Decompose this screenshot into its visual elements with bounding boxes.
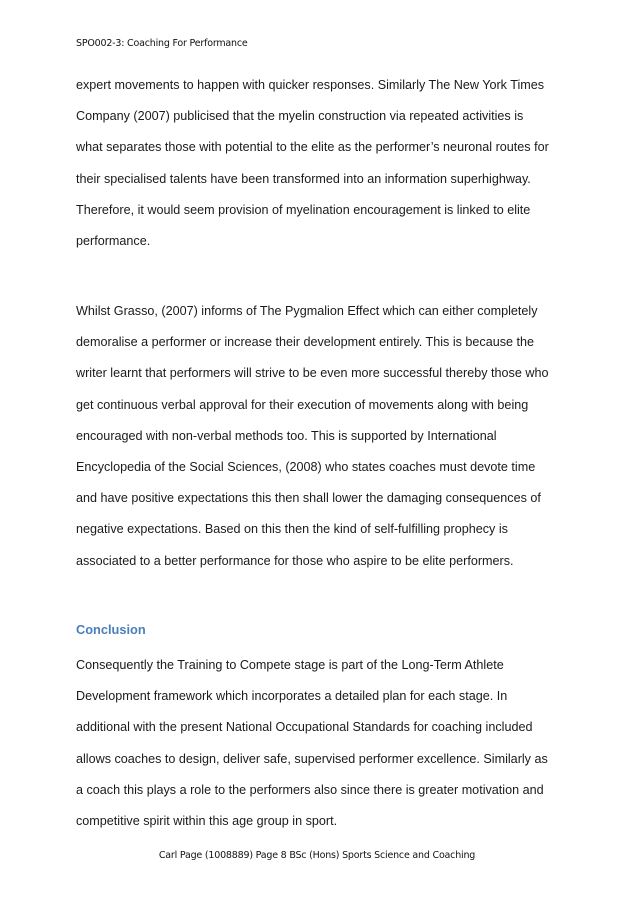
text-line: negative expectations. Based on this then the kind of self-fulfilling prophecy is [76, 522, 508, 537]
text-line: expert movements to happen with quicker responses. Similarly The New York Times [76, 78, 545, 92]
text-line: additional with the present National Occupational Standards for coaching included [76, 720, 533, 735]
page-footer [0, 850, 638, 861]
conclusion-heading: Conclusion [76, 622, 146, 637]
paragraph-myelination [76, 70, 566, 257]
text-line: competitive spirit within this age group in sport. [76, 813, 338, 828]
text-line: allows coaches to design, deliver safe, supervised performer excellence. Similarly as [76, 751, 548, 766]
text-line: a coach this plays a role to the performers also since there is greater motivation and [76, 782, 544, 797]
text-line: encouraged with non-verbal methods too. This is supported by International [76, 428, 497, 443]
text-line: what separates those with potential to the elite as the performer’s neuronal routes for [76, 140, 549, 155]
page-header: SPO002-3: Coaching For Performance [76, 38, 248, 49]
text-line: Development framework which incorporates a detailed plan for each stage. In [76, 689, 508, 704]
text-line: Therefore, it would seem provision of myelination encouragement is linked to elite [76, 202, 531, 217]
footer-text: Carl Page (1008889) Page 8 BSc (Hons) Sports Science and Coaching [158, 850, 476, 861]
text-line: their specialised talents have been transformed into an information superhighway. [76, 171, 531, 186]
paragraph-pygmalion-effect [76, 296, 566, 577]
text-line: demoralise a performer or increase their development entirely. This is because the [76, 335, 535, 350]
text-line: associated to a better performance for those who aspire to be elite performers. [76, 553, 514, 568]
text-line: Consequently the Training to Compete stage is part of the Long-Term Athlete [76, 658, 504, 672]
paragraph-conclusion [76, 650, 566, 837]
text-line: Whilst Grasso, (2007) informs of The Pygmalion Effect which can either completely [76, 304, 538, 318]
text-line: writer learnt that performers will strive to be even more successful thereby those who [76, 366, 549, 381]
text-line: get continuous verbal approval for their execution of movements along with being [76, 397, 529, 412]
text-line: and have positive expectations this then shall lower the damaging consequences of [76, 491, 541, 506]
text-line: performance. [76, 233, 151, 248]
text-line: Encyclopedia of the Social Sciences, (2008) who states coaches must devote time [76, 459, 536, 474]
text-line: Company (2007) publicised that the myelin construction via repeated activities is [76, 109, 524, 124]
